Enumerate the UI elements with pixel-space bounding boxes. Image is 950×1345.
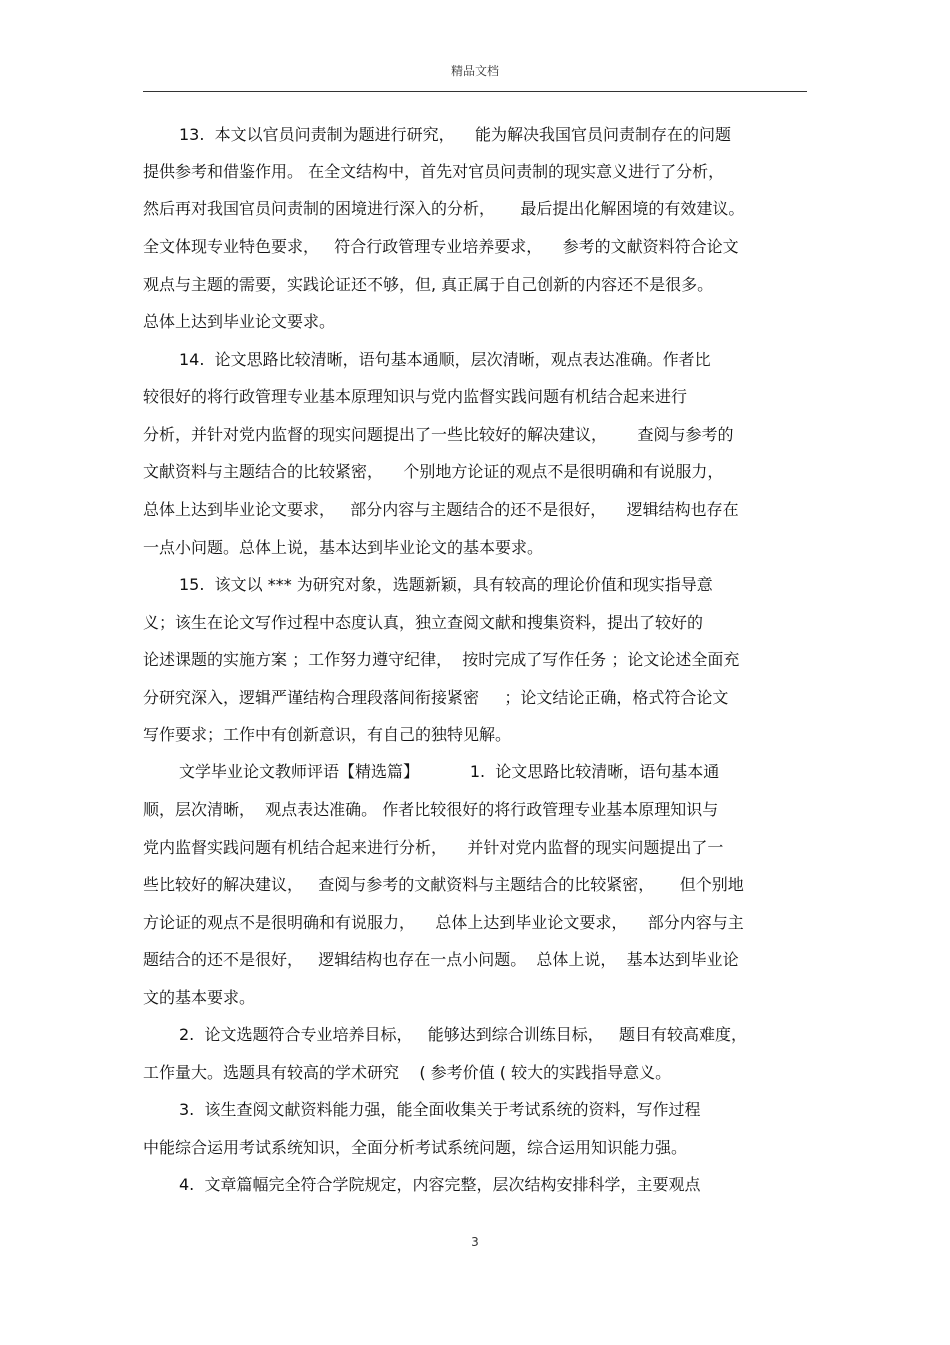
- text-line: 文的基本要求。: [143, 988, 256, 1007]
- text-line: 文学毕业论文教师评语【精选篇】 1. 论文思路比较清晰，语句基本通: [179, 762, 720, 781]
- text-line: 写作要求；工作中有创新意识，有自己的独特见解。: [143, 725, 512, 744]
- page-number: 3: [471, 1235, 479, 1249]
- text-line: 提供参考和借鉴作用。 在全文结构中，首先对官员问责制的现实意义进行了分析，: [143, 162, 725, 181]
- text-line: 文献资料与主题结合的比较紧密， 个别地方论证的观点不是很明确和有说服力，: [143, 462, 724, 481]
- text-line: 些比较好的解决建议， 查阅与参考的文献资料与主题结合的比较紧密， 但个别地: [143, 875, 744, 894]
- text-line: 14. 论文思路比较清晰，语句基本通顺，层次清晰，观点表达准确。作者比: [179, 350, 711, 369]
- text-line: 分析，并针对党内监督的现实问题提出了一些比较好的解决建议， 查阅与参考的: [143, 425, 734, 444]
- text-line: 然后再对我国官员问责制的困境进行深入的分析， 最后提出化解困境的有效建议。: [143, 199, 745, 218]
- header-rule: [143, 91, 807, 92]
- text-line: 党内监督实践问题有机结合起来进行分析， 并针对党内监督的现实问题提出了一: [143, 838, 724, 857]
- text-line: 一点小问题。总体上说，基本达到毕业论文的基本要求。: [143, 538, 544, 557]
- text-line: 工作量大。选题具有较高的学术研究 ( 参考价值 ( 较大的实践指导意义。: [143, 1063, 672, 1082]
- page-header: 精品文档: [450, 64, 499, 78]
- text-line: 义；该生在论文写作过程中态度认真，独立查阅文献和搜集资料，提出了较好的: [143, 613, 704, 632]
- text-line: 15. 该文以 *** 为研究对象，选题新颖，具有较高的理论价值和现实指导意: [179, 575, 713, 594]
- text-line: 顺，层次清晰， 观点表达准确。 作者比较很好的将行政管理专业基本原理知识与: [143, 800, 719, 819]
- text-line: 2. 论文选题符合专业培养目标， 能够达到综合训练目标， 题目有较高难度，: [179, 1025, 747, 1044]
- text-line: 13. 本文以官员问责制为题进行研究， 能为解决我国官员问责制存在的问题: [179, 125, 731, 144]
- text-line: 3. 该生查阅文献资料能力强，能全面收集关于考试系统的资料，写作过程: [179, 1100, 701, 1119]
- text-line: 论述课题的实施方案 ；工作努力遵守纪律， 按时完成了写作任务 ；论文论述全面充: [143, 650, 740, 669]
- text-line: 方论证的观点不是很明确和有说服力， 总体上达到毕业论文要求， 部分内容与主: [143, 913, 744, 932]
- text-line: 分研究深入，逻辑严谨结构合理段落间衔接紧密 ；论文结论正确，格式符合论文: [143, 688, 729, 707]
- text-line: 中能综合运用考试系统知识，全面分析考试系统问题，综合运用知识能力强。: [143, 1138, 688, 1157]
- text-line: 4. 文章篇幅完全符合学院规定，内容完整，层次结构安排科学，主要观点: [179, 1175, 701, 1194]
- text-line: 全文体现专业特色要求， 符合行政管理专业培养要求， 参考的文献资料符合论文: [143, 237, 739, 256]
- text-line: 总体上达到毕业论文要求， 部分内容与主题结合的还不是很好， 逻辑结构也存在: [143, 500, 739, 519]
- text-line: 较很好的将行政管理专业基本原理知识与党内监督实践问题有机结合起来进行: [143, 387, 688, 406]
- text-line: 总体上达到毕业论文要求。: [143, 312, 336, 331]
- text-line: 观点与主题的需要，实践论证还不够，但, 真正属于自己创新的内容还不是很多。: [143, 275, 714, 294]
- text-line: 题结合的还不是很好， 逻辑结构也存在一点小问题。 总体上说， 基本达到毕业论: [143, 950, 739, 969]
